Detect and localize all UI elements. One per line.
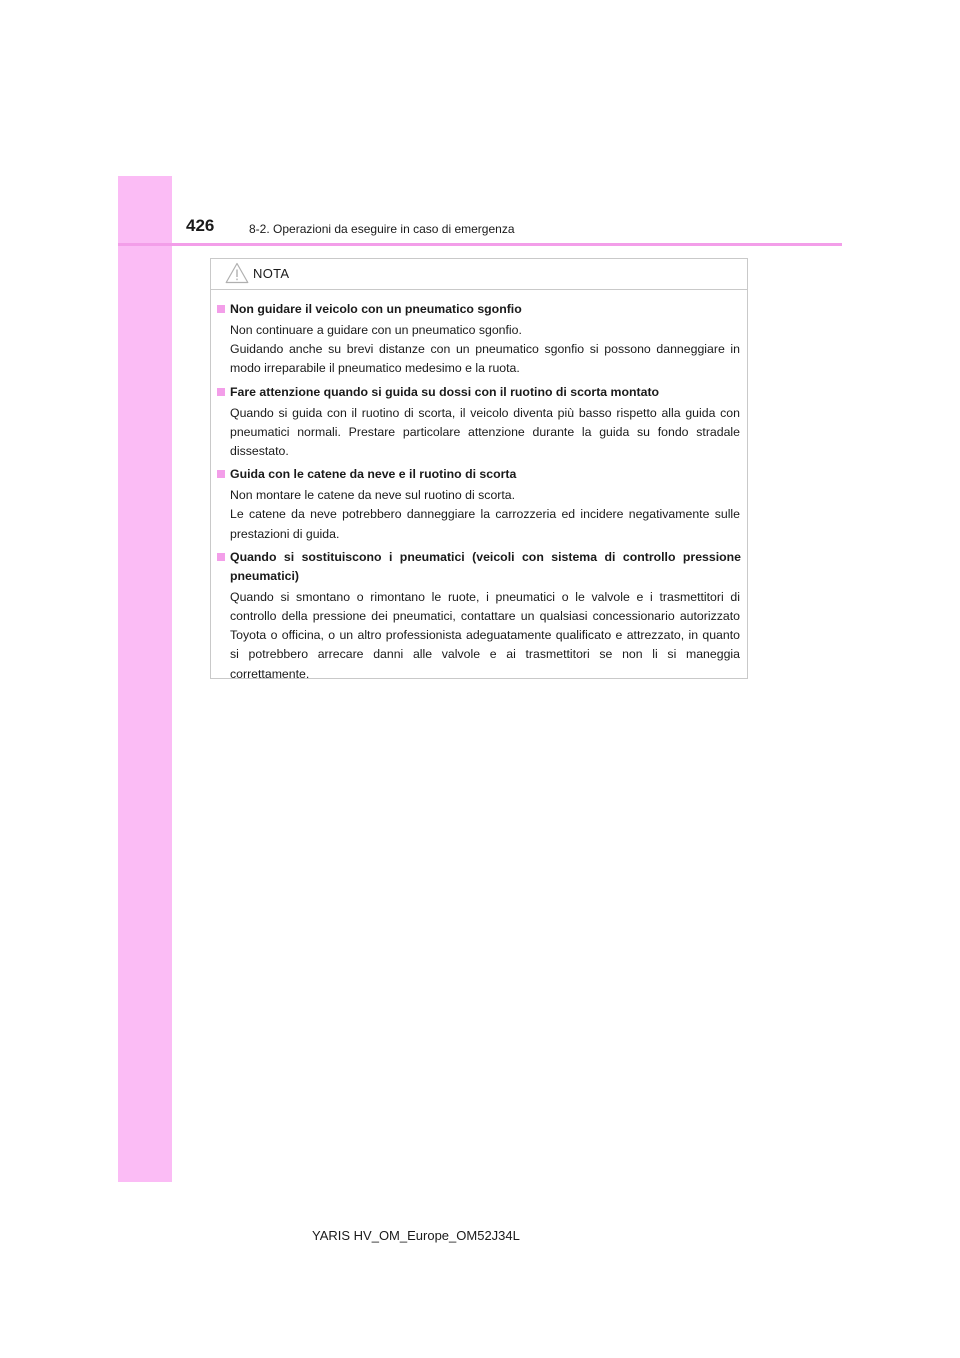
item-title: Fare attenzione quando si guida su dossi con il ruotino di scorta montato (230, 384, 660, 399)
item-text: Non montare le catene da neve sul ruotino di scorta. Le catene da neve potrebbero danneggiare la carrozzeria ed incidere negativamente sulle prestazioni di guida. (230, 488, 740, 541)
warning-triangle-icon (225, 262, 249, 284)
item-heading (217, 548, 741, 586)
side-color-band (118, 176, 172, 1182)
bullet-square-icon (217, 388, 225, 396)
notice-box (210, 258, 748, 679)
notice-header (211, 259, 747, 290)
item-heading (217, 383, 741, 402)
item-text: Quando si guida con il ruotino di scorta, il veicolo diventa più basso rispetto alla guida con pneumatici normali. Prestare particolare attenzione durante la guida su fondo stradale dissestato. (230, 405, 740, 459)
notice-body (211, 290, 747, 684)
notice-item (217, 300, 741, 379)
item-heading (217, 465, 741, 484)
item-title: Guida con le catene da neve e il ruotino di scorta (230, 467, 517, 482)
section-title: 8-2. Operazioni da eseguire in caso di emergenza (249, 222, 515, 236)
notice-item (217, 548, 741, 684)
bullet-square-icon (217, 553, 225, 561)
item-title: Quando si sostituiscono i pneumatici (veicoli con sistema di controllo pressione pneumatici) (230, 549, 741, 583)
bullet-square-icon (217, 305, 225, 313)
item-heading (217, 300, 741, 319)
item-title: Non guidare il veicolo con un pneumatico sgonfio (230, 302, 522, 316)
header-rule (118, 243, 842, 246)
notice-item (217, 465, 741, 544)
item-text: Non continuare a guidare con un pneumatico sgonfio. Guidando anche su brevi distanze con un pneumatico sgonfio si possono danneggiare in modo irreparabile il pneumatico medesimo e la ruota. (230, 323, 740, 376)
item-text: Quando si smontano o rimontano le ruote, i pneumatici o le valvole e i trasmettitori di controllo della pressione dei pneumatici, contattare un qualsiasi concessionario autorizzato Toyota o officina, o un altro professionista adeguatamente qualificato e attrezzato, in quanto si potrebbero arrecare danni alle valvole e ai trasmettitori se non li si maneggia correttamente. (230, 589, 740, 681)
page-number: 426 (186, 216, 215, 235)
bullet-square-icon (217, 470, 225, 478)
footer-document-code: YARIS HV_OM_Europe_OM52J34L (312, 1228, 520, 1243)
notice-item (217, 383, 741, 462)
notice-label: NOTA (253, 266, 290, 281)
